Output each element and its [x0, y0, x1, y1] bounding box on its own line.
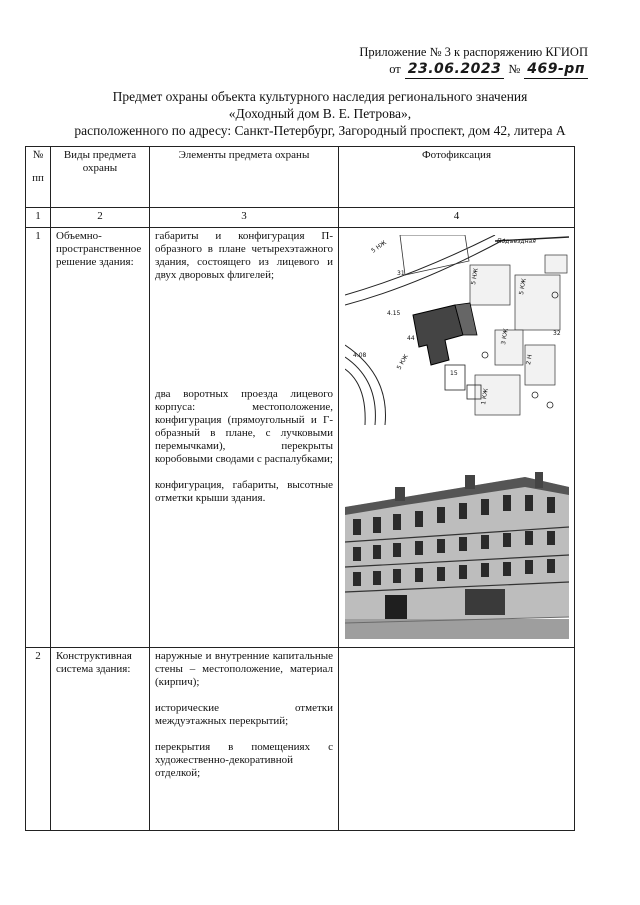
map-label: 3 КЖ	[499, 327, 510, 346]
map-label: 5 КЖ	[395, 353, 410, 371]
element-text: наружные и внутренние капитальные стены – местоположение, материал (кирпич);	[155, 650, 333, 688]
site-plan-svg	[345, 235, 569, 425]
row-photos	[339, 228, 575, 648]
col-number: 4	[339, 208, 575, 228]
map-label: 5 НЖ	[369, 239, 388, 255]
appendix-header	[359, 44, 588, 79]
appendix-date-line	[359, 61, 588, 79]
document-title	[0, 88, 640, 139]
building-photo	[345, 447, 569, 639]
map-label: 5 НЖ	[469, 267, 480, 286]
header-num	[26, 147, 51, 208]
map-label: 4.08	[352, 352, 366, 359]
header-num-symbol: №	[32, 149, 44, 161]
title-line-1: Предмет охраны объекта культурного наследия регионального значения	[112, 89, 528, 104]
map-label: 31	[396, 270, 405, 277]
row-elements	[150, 648, 339, 831]
row-type: Объемно-пространственное решение здания:	[51, 228, 150, 648]
title-line-3: расположенного по адресу: Санкт-Петербург, Загородный проспект, дом 42, литера А	[74, 123, 566, 138]
map-label: 44	[406, 335, 415, 342]
col-number: 2	[51, 208, 150, 228]
table-row	[26, 228, 575, 648]
row-type: Конструктивная система здания:	[51, 648, 150, 831]
element-text: габариты и конфигурация П-образного в плане четырехэтажного здания, состоящего из лицевого и двух дворовых флигелей;	[155, 230, 333, 281]
element-text: конфигурация, габариты, высотные отметки крыши здания.	[155, 479, 333, 504]
header-photo: Фотофиксация	[339, 147, 575, 208]
map-label: Подъездная	[496, 238, 536, 245]
row-number: 1	[26, 228, 51, 648]
order-date: 23.06.2023	[405, 61, 505, 79]
map-label: 4.15	[386, 310, 400, 317]
site-plan-map	[345, 235, 569, 425]
map-label: 1 КЖ	[479, 387, 490, 406]
order-number: 469-рп	[524, 61, 588, 79]
header-types: Виды предмета охраны	[51, 147, 150, 208]
building-photo-svg	[345, 447, 569, 639]
header-num-pp: пп	[32, 172, 44, 184]
title-line-2: «Доходный дом В. Е. Петрова»,	[228, 106, 412, 121]
col-number: 3	[150, 208, 339, 228]
from-label: от	[389, 62, 401, 76]
table-header-row	[26, 147, 575, 208]
column-number-row	[26, 208, 575, 228]
row-photos-empty	[339, 648, 575, 831]
col-number: 1	[26, 208, 51, 228]
map-label: 5 КЖ	[517, 277, 528, 296]
row-elements	[150, 228, 339, 648]
map-label: 2 Н	[524, 354, 534, 366]
appendix-title: Приложение № 3 к распоряжению КГИОП	[359, 45, 588, 59]
element-text: перекрытия в помещениях с художественно-декоративной отделкой;	[155, 741, 333, 779]
element-text: два воротных проезда лицевого корпуса: местоположение, конфигурация (прямоугольный и Г-образный в плане, с лучковыми перемычками), перекрыты коробовыми сводами с распалубками;	[155, 388, 333, 465]
map-label: 32	[552, 330, 561, 337]
number-label: №	[508, 62, 521, 76]
row-number: 2	[26, 648, 51, 831]
map-label: 15	[449, 370, 458, 377]
element-text: исторические отметки междуэтажных перекрытий;	[155, 702, 333, 727]
table-row	[26, 648, 575, 831]
header-elements: Элементы предмета охраны	[150, 147, 339, 208]
protection-table	[25, 146, 575, 831]
